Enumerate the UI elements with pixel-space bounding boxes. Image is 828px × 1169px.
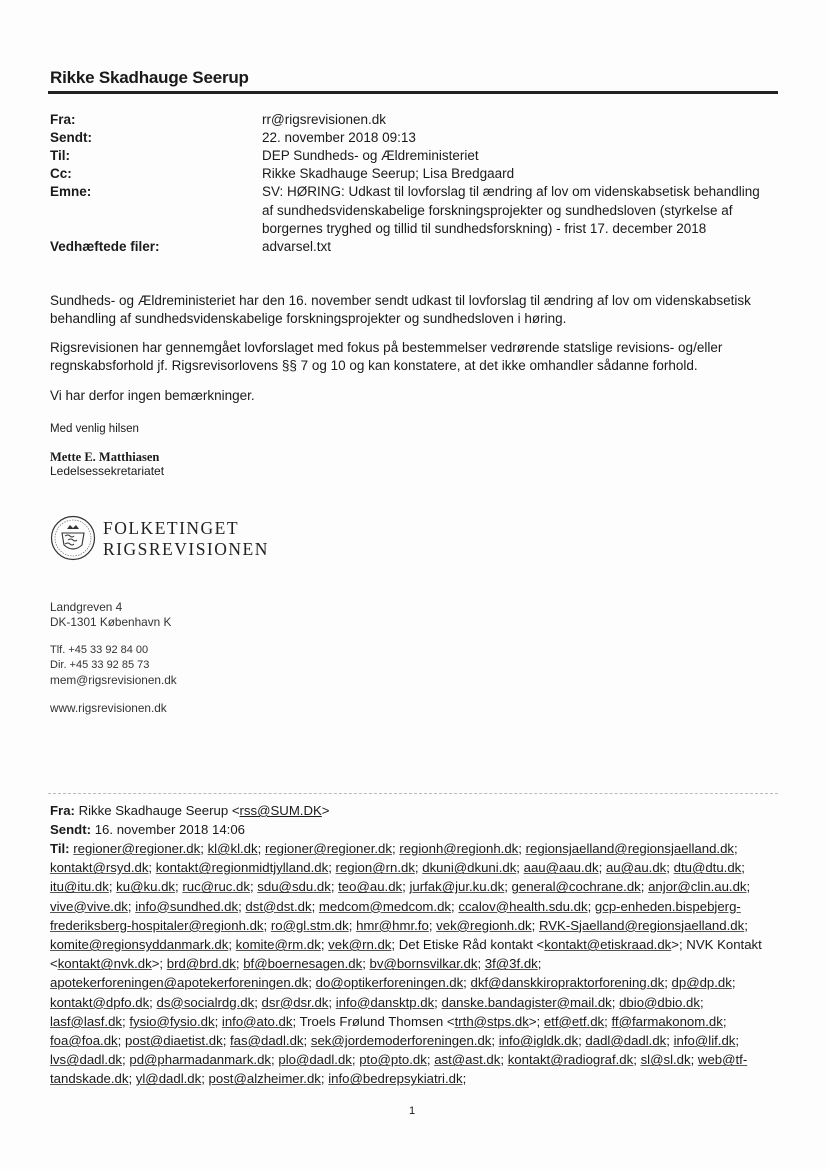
- body-paragraph-2: Rigsrevisionen har gennemgået lovforslaget med fokus på bestemmelser vedrørende statslige revisions- og/eller regnskabsforhold jf. Rigsrevisorlovens §§ 7 og 10 og kan konstatere, at det ikke omhandler sådanne forhold.: [50, 340, 723, 373]
- recipient-separator: ;: [228, 937, 236, 953]
- recipient-separator: ;: [722, 1013, 727, 1029]
- recipient-separator: ;: [249, 879, 258, 895]
- signature-website[interactable]: www.rigsrevisionen.dk: [50, 701, 167, 715]
- recipient-email-link[interactable]: region@rn.dk: [335, 860, 415, 876]
- recipient-email-link[interactable]: sl@sl.dk: [640, 1052, 691, 1068]
- recipient-separator: ;: [303, 1033, 311, 1049]
- sent-label: Sendt:: [50, 130, 92, 145]
- recipient-separator: ;: [611, 994, 620, 1010]
- recipient-separator: ;: [537, 956, 542, 972]
- cc-label: Cc:: [50, 166, 72, 181]
- recipient-separator: ;: [516, 860, 524, 876]
- recipient-email-link[interactable]: kontakt@etiskraad.dk: [544, 937, 672, 953]
- recipient-separator: ;: [426, 1052, 435, 1068]
- logo-wordmark: [103, 518, 269, 560]
- closing: Med venlig hilsen: [50, 423, 139, 435]
- recipient-separator: ;: [391, 841, 400, 856]
- recipient-email-link[interactable]: au@au.dk: [605, 860, 667, 876]
- recipient-separator: ;: [578, 1033, 586, 1049]
- recipient-separator: ;: [117, 1033, 125, 1049]
- signature-email[interactable]: mem@rigsrevisionen.dk: [50, 673, 177, 687]
- recipient-separator: ;: [744, 917, 748, 933]
- recipient-email-link[interactable]: RVK-Sjaelland@regionsjaelland.dk: [538, 917, 745, 933]
- recipient-separator: ;: [491, 1033, 499, 1049]
- recipient-separator: >;: [528, 1013, 544, 1029]
- recipient-separator: ;: [633, 1052, 641, 1068]
- recipient-separator: ;: [127, 898, 136, 914]
- recipient-separator: ;: [308, 975, 316, 991]
- recipient-separator: ;: [598, 860, 606, 876]
- recipient-email-link[interactable]: dkf@danskkiropraktorforening.dk: [470, 975, 665, 991]
- forwarded-to-label: Til:: [50, 841, 70, 856]
- recipient-separator: ;: [362, 956, 370, 972]
- recipient-email-link[interactable]: plo@dadl.dk: [278, 1052, 352, 1068]
- from-label: Fra:: [50, 112, 76, 127]
- recipient-email-link[interactable]: 3f@3f.dk: [484, 956, 538, 972]
- recipient-email-link[interactable]: vek@rn.dk: [328, 937, 392, 953]
- recipient-separator: ;: [263, 917, 271, 933]
- recipient-separator: ;: [257, 841, 265, 856]
- recipient-email-link[interactable]: ro@gl.stm.dk: [270, 917, 349, 933]
- forwarded-from-end: >: [321, 803, 330, 818]
- recipient-separator: ;: [222, 1033, 231, 1049]
- recipient-email-link[interactable]: trth@stps.dk: [454, 1013, 529, 1029]
- recipient-email-link[interactable]: yl@dadl.dk: [135, 1071, 202, 1087]
- recipient-separator: ;: [587, 898, 595, 914]
- recipient-separator: ;: [351, 1052, 360, 1068]
- recipient-email-link[interactable]: regionh@regionh.dk: [399, 841, 519, 856]
- recipient-separator: ;: [328, 860, 336, 876]
- forwarded-from-line: [50, 801, 790, 820]
- recipient-email-link[interactable]: fas@dadl.dk: [230, 1033, 304, 1049]
- recipient-email-link[interactable]: itu@itu.dk: [50, 879, 109, 895]
- address-line-2: DK-1301 København K: [50, 615, 172, 629]
- recipient-separator: ;: [122, 1052, 130, 1068]
- recipient-email-link[interactable]: dbio@dbio.dk: [619, 994, 700, 1010]
- recipient-separator: ;: [348, 917, 357, 933]
- recipient-email-link[interactable]: info@igldk.dk: [498, 1033, 579, 1049]
- body-paragraph-3: Vi har derfor ingen bemærkninger.: [50, 388, 255, 403]
- recipient-separator: ;: [434, 994, 442, 1010]
- recipient-email-link[interactable]: general@cochrane.dk: [511, 879, 641, 895]
- phone-dir: Dir. +45 33 92 85 73: [50, 659, 150, 671]
- recipient-email-link[interactable]: jurfak@jur.ku.dk: [409, 879, 505, 895]
- recipient-email-link[interactable]: gcp-enheden.bispebjerg-frederiksberg-hospitaler@regionh.dk: [50, 898, 741, 933]
- recipient-separator: ;: [504, 879, 512, 895]
- recipient-separator: ;: [149, 994, 157, 1010]
- recipient-separator: ;: [463, 975, 471, 991]
- recipient-email-link[interactable]: dp@dp.dk: [671, 975, 732, 991]
- recipient-email-link[interactable]: info@ato.dk: [221, 1013, 293, 1029]
- from-value: rr@rigsrevisionen.dk: [262, 112, 386, 127]
- recipient-email-link[interactable]: fysio@fysio.dk: [129, 1013, 215, 1029]
- forwarded-from-email[interactable]: rss@SUM.DK: [239, 803, 322, 818]
- recipient-separator: ; Det Etiske Råd kontakt <: [391, 937, 545, 953]
- forwarded-from-label: Fra:: [50, 803, 75, 818]
- recipient-email-link[interactable]: sek@jordemoderforeningen.dk: [310, 1033, 492, 1049]
- recipient-separator: ;: [128, 1071, 136, 1087]
- recipient-separator: ;: [741, 860, 745, 876]
- recipient-email-link[interactable]: pd@pharmadanmark.dk: [129, 1052, 272, 1068]
- recipient-email-link[interactable]: dst@dst.dk: [245, 898, 312, 914]
- recipient-separator: ;: [148, 860, 156, 876]
- recipient-list: [50, 839, 780, 1089]
- recipient-separator: ;: [734, 841, 738, 856]
- recipient-separator: ;: [500, 1052, 508, 1068]
- recipients: [50, 841, 762, 1086]
- recipient-email-link[interactable]: dtu@dtu.dk: [673, 860, 742, 876]
- logo-line-1: FOLKETINGET: [103, 518, 240, 538]
- recipient-email-link[interactable]: bv@bornsvilkar.dk: [369, 956, 478, 972]
- recipient-email-link[interactable]: anjor@clin.au.dk: [648, 879, 747, 895]
- recipient-separator: ;: [328, 994, 336, 1010]
- recipient-separator: ;: [451, 898, 459, 914]
- recipient-email-link[interactable]: vive@vive.dk: [50, 898, 128, 914]
- recipient-separator: ;: [254, 994, 262, 1010]
- recipient-separator: ;: [477, 956, 485, 972]
- recipient-separator: ;: [122, 1013, 130, 1029]
- recipient-separator: ;: [271, 1052, 279, 1068]
- recipient-email-link[interactable]: dsr@dsr.dk: [261, 994, 329, 1010]
- recipient-separator: ;: [214, 1013, 222, 1029]
- recipient-separator: ;: [320, 937, 329, 953]
- phone-tlf: Tlf. +45 33 92 84 00: [50, 644, 149, 656]
- recipient-email-link[interactable]: hmr@hmr.fo: [356, 917, 429, 933]
- recipient-separator: ;: [731, 975, 736, 991]
- forwarded-sent-line: [50, 820, 790, 839]
- recipient-email-link[interactable]: regioner@regioner.dk: [264, 841, 392, 856]
- recipient-separator: ;: [666, 1033, 674, 1049]
- recipient-separator: ;: [200, 841, 208, 856]
- recipient-email-link[interactable]: dadl@dadl.dk: [585, 1033, 667, 1049]
- attachments-label: Vedhæftede filer:: [50, 239, 160, 254]
- sent-value: 22. november 2018 09:13: [262, 130, 416, 145]
- recipient-email-link[interactable]: etf@etf.dk: [543, 1013, 605, 1029]
- recipient-separator: ;: [699, 994, 704, 1010]
- recipient-separator: ;: [531, 917, 539, 933]
- recipient-email-link[interactable]: info@dansktp.dk: [335, 994, 435, 1010]
- subject-value: SV: HØRING: Udkast til lovforslag til ændring af lov om videnskabsetisk behandling af sundhedsvidenskabelige forskningsprojekter og sundhedsloven (styrkelse af borgernes tryghed og tillid til sundhedsforskning) - frist 17. december 2018: [262, 184, 760, 236]
- recipient-separator: ;: [690, 1052, 698, 1068]
- title-rule: [48, 91, 778, 94]
- recipient-email-link[interactable]: komite@rm.dk: [235, 937, 321, 953]
- recipient-email-link[interactable]: post@alzheimer.dk: [208, 1071, 321, 1087]
- subject-label: Emne:: [50, 184, 92, 199]
- recipient-email-link[interactable]: aau@aau.dk: [523, 860, 599, 876]
- recipient-email-link[interactable]: dkuni@dkuni.dk: [422, 860, 517, 876]
- signature-name: Mette E. Matthiasen: [50, 450, 160, 464]
- recipient-email-link[interactable]: info@bedrepsykiatri.dk: [328, 1071, 463, 1087]
- recipient-email-link[interactable]: danske.bandagister@mail.dk: [441, 994, 612, 1010]
- logo-line-2: RIGSREVISIONEN: [103, 539, 269, 559]
- recipient-email-link[interactable]: pto@pto.dk: [359, 1052, 427, 1068]
- recipient-email-link[interactable]: post@diaetist.dk: [124, 1033, 223, 1049]
- forwarded-from-name: Rikke Skadhauge Seerup <: [78, 803, 240, 818]
- recipient-email-link[interactable]: regioner@regioner.dk: [73, 841, 201, 856]
- recipient-email-link[interactable]: ff@farmakonom.dk: [611, 1013, 723, 1029]
- recipient-email-link[interactable]: brd@brd.dk: [166, 956, 236, 972]
- attachment-link[interactable]: advarsel.txt: [262, 239, 332, 254]
- recipient-email-link[interactable]: ds@socialrdg.dk: [156, 994, 255, 1010]
- recipient-separator: ; Troels Frølund Thomsen <: [292, 1013, 455, 1029]
- recipient-separator: ;: [746, 879, 751, 895]
- recipient-email-link[interactable]: do@optikerforeningen.dk: [315, 975, 464, 991]
- recipient-email-link[interactable]: teo@au.dk: [338, 879, 403, 895]
- recipient-email-link[interactable]: kl@kl.dk: [207, 841, 258, 856]
- recipient-separator: ;: [175, 879, 183, 895]
- recipient-separator: ;: [201, 1071, 209, 1087]
- recipient-email-link[interactable]: vek@regionh.dk: [436, 917, 532, 933]
- recipient-separator: ;: [462, 1071, 467, 1087]
- recipient-email-link[interactable]: kontakt@regionmidtjylland.dk: [155, 860, 329, 876]
- recipient-email-link[interactable]: ccalov@health.sdu.dk: [458, 898, 588, 914]
- folketinget-seal-icon: [50, 515, 96, 561]
- recipient-email-link[interactable]: kontakt@dpfo.dk: [50, 994, 150, 1010]
- recipient-email-link[interactable]: web@tf-tandskade.dk: [50, 1052, 748, 1087]
- body-paragraph-1: Sundheds- og Ældreministeriet har den 16. november sendt udkast til lovforslag til ændring af lov om videnskabsetisk behandling af sundhedsvidenskabelige forskningsprojekter og sundhedsloven i høring.: [50, 293, 751, 326]
- recipient-separator: ;: [428, 917, 437, 933]
- recipient-email-link[interactable]: bf@boernesagen.dk: [243, 956, 363, 972]
- recipient-email-link[interactable]: kontakt@nvk.dk: [57, 956, 152, 972]
- recipient-separator: ;: [414, 860, 423, 876]
- recipient-email-link[interactable]: regionsjaelland@regionsjaelland.dk: [525, 841, 734, 856]
- page-number: 1: [409, 1105, 416, 1117]
- recipient-email-link[interactable]: medcom@medcom.dk: [318, 898, 452, 914]
- recipient-separator: ;: [320, 1071, 329, 1087]
- recipient-email-link[interactable]: ruc@ruc.dk: [182, 879, 250, 895]
- recipient-email-link[interactable]: lvs@dadl.dk: [50, 1052, 123, 1068]
- recipient-separator: ;: [666, 860, 674, 876]
- recipient-email-link[interactable]: kontakt@radiograf.dk: [507, 1052, 634, 1068]
- forwarded-sent-label: Sendt:: [50, 822, 92, 837]
- recipient-separator: ;: [330, 879, 339, 895]
- forwarded-sent-value: 16. november 2018 14:06: [94, 822, 246, 837]
- recipient-email-link[interactable]: info@lif.dk: [673, 1033, 736, 1049]
- recipient-separator: ;: [235, 956, 244, 972]
- recipient-email-link[interactable]: kontakt@rsyd.dk: [50, 860, 149, 876]
- recipient-separator: ;: [238, 898, 246, 914]
- page-title: Rikke Skadhauge Seerup: [50, 68, 249, 87]
- recipient-separator: ;: [402, 879, 410, 895]
- recipient-separator: ;: [311, 898, 319, 914]
- recipient-separator: ;: [735, 1033, 740, 1049]
- recipient-separator: >;: [151, 956, 167, 972]
- recipient-email-link[interactable]: info@sundhed.dk: [135, 898, 239, 914]
- recipient-email-link[interactable]: apotekerforeningen@apotekerforeningen.dk: [50, 975, 309, 991]
- separator: [48, 793, 778, 794]
- recipient-separator: ;: [664, 975, 672, 991]
- recipient-separator: ;: [640, 879, 649, 895]
- signature-department: Ledelsessekretariatet: [50, 464, 165, 478]
- recipient-email-link[interactable]: ku@ku.dk: [116, 879, 176, 895]
- recipient-separator: >; NVK Kontakt <: [50, 937, 762, 972]
- recipient-email-link[interactable]: komite@regionsyddanmark.dk: [50, 937, 229, 953]
- recipient-separator: ;: [108, 879, 117, 895]
- recipient-separator: ;: [518, 841, 526, 856]
- to-label: Til:: [50, 148, 70, 163]
- address-line-1: Landgreven 4: [50, 600, 123, 614]
- recipient-email-link[interactable]: sdu@sdu.dk: [257, 879, 331, 895]
- recipient-separator: ;: [604, 1013, 612, 1029]
- cc-value: Rikke Skadhauge Seerup; Lisa Bredgaard: [262, 166, 515, 181]
- recipient-email-link[interactable]: lasf@lasf.dk: [50, 1013, 123, 1029]
- recipient-email-link[interactable]: foa@foa.dk: [50, 1033, 118, 1049]
- to-value: DEP Sundheds- og Ældreministeriet: [262, 148, 479, 163]
- recipient-email-link[interactable]: ast@ast.dk: [434, 1052, 501, 1068]
